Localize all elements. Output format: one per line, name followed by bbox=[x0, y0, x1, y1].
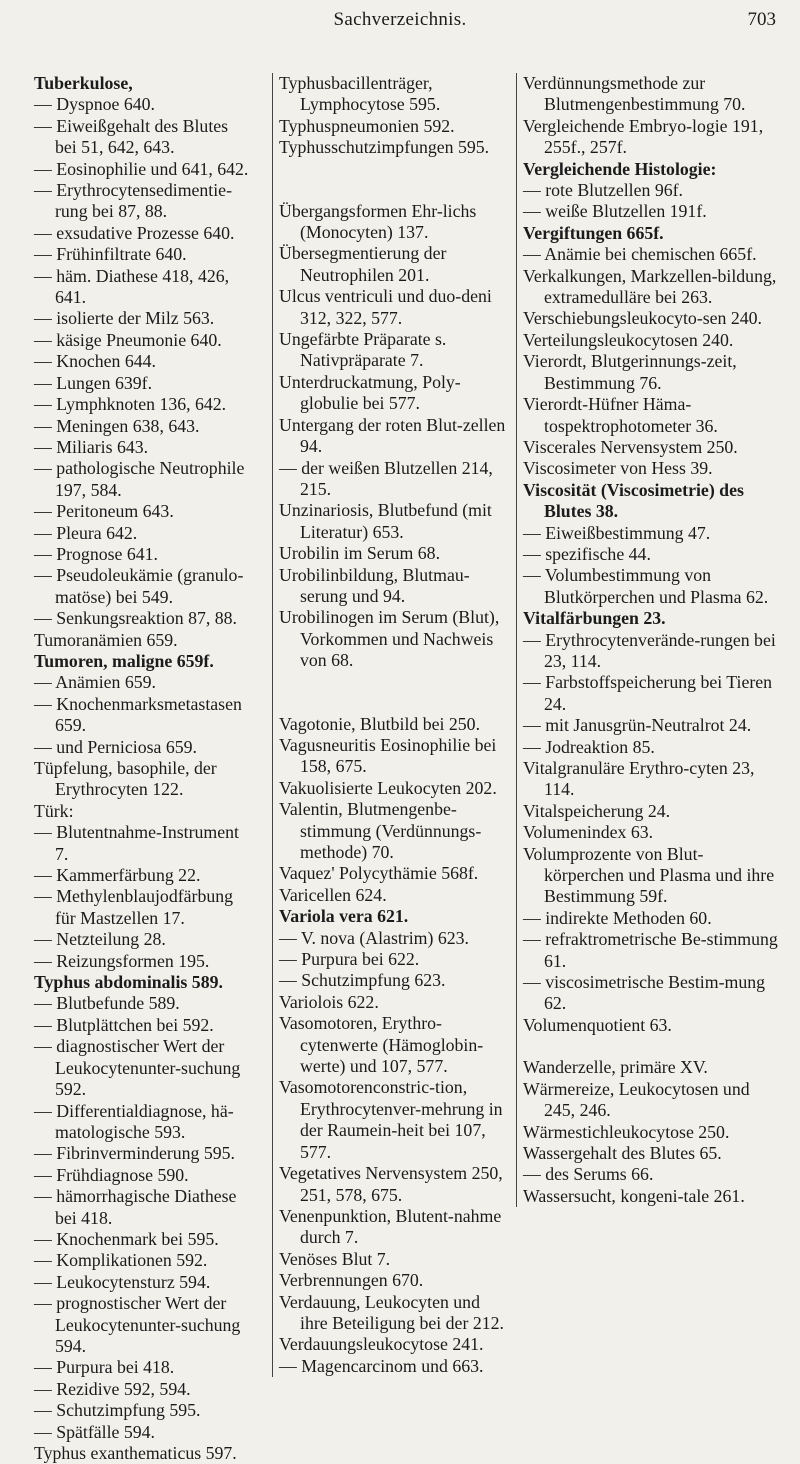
index-entry: — Farbstoffspeicherung bei Tieren 24. bbox=[523, 672, 773, 714]
index-entry: — isolierte der Milz 563. bbox=[34, 308, 215, 329]
index-entry: Typhusbacillenträger, Lymphocytose 595. bbox=[279, 73, 441, 115]
index-entry: — Peritoneum 643. bbox=[34, 501, 174, 522]
index-entry: — und Perniciosa 659. bbox=[34, 736, 197, 757]
index-column-3 bbox=[516, 73, 779, 1207]
index-entry: Typhus exanthematicus 597. bbox=[34, 1443, 237, 1463]
index-entry: Typhuspneumonien 592. bbox=[279, 115, 455, 136]
index-entry: — Frühdiagnose 590. bbox=[34, 1164, 189, 1185]
index-entry: — Pleura 642. bbox=[34, 522, 138, 543]
index-entry: Vasomotorenconstric-tion, Erythrocytenver-mehrung in der Raumein-heit bei 107, 577. bbox=[279, 1077, 503, 1162]
index-entry: Valentin, Blutmengenbe-stimmung (Verdünnungs-methode) 70. bbox=[279, 799, 482, 862]
index-entry: Vitalspeicherung 24. bbox=[523, 800, 671, 821]
index-entry: Verbrennungen 670. bbox=[279, 1270, 424, 1291]
index-entry: Vergleichende Embryo-logie 191, 255f., 257f. bbox=[523, 115, 764, 158]
index-entry: — Blutplättchen bei 592. bbox=[34, 1014, 214, 1035]
index-entry: — Anämie bei chemischen 665f. bbox=[523, 244, 757, 265]
index-entry: Urobilinbildung, Blutmau-serung und 94. bbox=[279, 564, 470, 606]
index-heading-tuberkulose: Tuberkulose, bbox=[34, 73, 133, 93]
index-entry: — Knochen 644. bbox=[34, 351, 156, 372]
page-header bbox=[0, 0, 800, 40]
index-entry: — Miliaris 643. bbox=[34, 436, 149, 457]
index-entry: — Purpura bei 418. bbox=[34, 1357, 175, 1378]
index-entry: — Magencarcinom und 663. bbox=[279, 1355, 484, 1376]
index-entry: — Pseudoleukämie (granulo-matöse) bei 549. bbox=[34, 565, 244, 607]
index-entry: — Lymphknoten 136, 642. bbox=[34, 394, 227, 415]
index-entry: — viscosimetrische Bestim-mung 62. bbox=[523, 972, 765, 1014]
index-entry: — diagnostischer Wert der Leukocytenunter-suchung 592. bbox=[34, 1036, 241, 1100]
index-entry: — Eosinophilie und 641, 642. bbox=[34, 158, 249, 179]
index-entry: — spezifische 44. bbox=[523, 543, 651, 564]
index-entry: — Anämien 659. bbox=[34, 672, 156, 693]
index-entry: — rote Blutzellen 96f. bbox=[523, 180, 683, 201]
index-entry: — refraktrometrische Be-stimmung 61. bbox=[523, 929, 778, 971]
index-entry: Vitalgranuläre Erythro-cyten 23, 114. bbox=[523, 758, 755, 800]
index-entry: — Schutzimpfung 595. bbox=[34, 1400, 201, 1421]
index-entry: — pathologische Neutrophile 197, 584. bbox=[34, 458, 245, 500]
index-column-2 bbox=[272, 73, 509, 1377]
index-entry: Türk: bbox=[34, 800, 74, 821]
index-entry: Vaquez' Polycythämie 568f. bbox=[279, 863, 479, 884]
index-entry: Volumenquotient 63. bbox=[523, 1014, 672, 1035]
index-entry: Übersegmentierung der Neutrophilen 201. bbox=[279, 243, 447, 285]
index-entry: — Prognose 641. bbox=[34, 543, 158, 564]
index-entry: Variolois 622. bbox=[279, 991, 379, 1012]
index-entry: — hämorrhagische Diathese bei 418. bbox=[34, 1186, 237, 1228]
index-entry: Wassersucht, kongeni-tale 261. bbox=[523, 1185, 745, 1206]
index-entry: — Rezidive 592, 594. bbox=[34, 1378, 191, 1399]
index-entry: Wärmereize, Leukocytosen und 245, 246. bbox=[523, 1078, 750, 1121]
index-entry: — Dyspnoe 640. bbox=[34, 94, 156, 115]
index-entry: Wassergehalt des Blutes 65. bbox=[523, 1142, 722, 1163]
index-entry: Vegetatives Nervensystem 250, 251, 578, 675. bbox=[279, 1163, 503, 1205]
index-entry: Untergang der roten Blut-zellen 94. bbox=[279, 414, 506, 457]
index-entry: Vierordt, Blutgerinnungs-zeit, Bestimmung 76. bbox=[523, 351, 737, 393]
index-heading-variola-vera: Variola vera 621. bbox=[279, 906, 409, 927]
index-entry: — Leukocytensturz 594. bbox=[34, 1271, 211, 1292]
index-entry: Tumoranämien 659. bbox=[34, 629, 178, 650]
index-entry: — Methylenblaujodfärbung für Mastzellen 17. bbox=[34, 886, 234, 928]
index-entry: Unzinariosis, Blutbefund (mit Literatur) 653. bbox=[279, 500, 492, 542]
index-entry: Wärmestichleukocytose 250. bbox=[523, 1121, 730, 1142]
index-entry: Vakuolisierte Leukocyten 202. bbox=[279, 777, 497, 798]
index-entry: Vierordt-Hüfner Häma-tospektrophotometer 36. bbox=[523, 394, 718, 436]
index-entry: Venenpunktion, Blutent-nahme durch 7. bbox=[279, 1205, 502, 1248]
section-gap bbox=[279, 672, 509, 714]
index-entry: — Eiweißgehalt des Blutes bei 51, 642, 643. bbox=[34, 115, 229, 158]
index-entry: — der weißen Blutzellen 214, 215. bbox=[279, 457, 493, 499]
index-entry: Vagusneuritis Eosinophilie bei 158, 675. bbox=[279, 734, 497, 777]
index-heading-vergiftungen: Vergiftungen 665f. bbox=[523, 222, 664, 243]
index-entry: — exsudative Prozesse 640. bbox=[34, 222, 235, 243]
index-entry: Urobilin im Serum 68. bbox=[279, 543, 441, 564]
index-entry: — Kammerfärbung 22. bbox=[34, 865, 201, 886]
section-gap bbox=[523, 1036, 779, 1057]
index-entry: — Lungen 639f. bbox=[34, 372, 153, 393]
index-entry: — prognostischer Wert der Leukocytenunter-suchung 594. bbox=[34, 1293, 241, 1356]
index-entry: — Jodreaktion 85. bbox=[523, 736, 655, 757]
index-entry: — Erythrocytenverände-rungen bei 23, 114. bbox=[523, 629, 776, 671]
index-entry: Urobilinogen im Serum (Blut), Vorkommen und Nachweis von 68. bbox=[279, 607, 500, 671]
running-title: Sachverzeichnis. bbox=[333, 9, 467, 30]
index-entry: — Reizungsformen 195. bbox=[34, 950, 210, 971]
index-column-1 bbox=[34, 73, 254, 1464]
index-entry: — mit Janusgrün-Neutralrot 24. bbox=[523, 715, 752, 736]
index-entry: — Blutbefunde 589. bbox=[34, 993, 180, 1014]
index-entry: Vagotonie, Blutbild bei 250. bbox=[279, 713, 481, 734]
index-entry: Venöses Blut 7. bbox=[279, 1248, 391, 1269]
index-entry: — weiße Blutzellen 191f. bbox=[523, 201, 707, 222]
index-entry: Verteilungsleukocytosen 240. bbox=[523, 329, 734, 350]
index-entry: Vasomotoren, Erythro-cytenwerte (Hämoglobin-werte) und 107, 577. bbox=[279, 1013, 484, 1077]
index-entry: Wanderzelle, primäre XV. bbox=[523, 1057, 708, 1078]
index-heading-viscositaet: Viscosität (Viscosimetrie) des Blutes 38. bbox=[523, 479, 744, 522]
index-heading-vitalfaerbungen: Vitalfärbungen 23. bbox=[523, 608, 666, 629]
index-entry: Verdünnungsmethode zur Blutmengenbestimmung 70. bbox=[523, 73, 746, 115]
index-entry: — Knochenmark bei 595. bbox=[34, 1228, 219, 1249]
index-heading-tumoren: Tumoren, maligne 659f. bbox=[34, 650, 214, 671]
index-entry: Verschiebungsleukocyto-sen 240. bbox=[523, 308, 763, 329]
index-entry: — Netzteilung 28. bbox=[34, 929, 166, 950]
index-entry: Viscosimeter von Hess 39. bbox=[523, 458, 713, 479]
index-heading-typhus-abdominalis: Typhus abdominalis 589. bbox=[34, 972, 223, 993]
index-entry: Tüpfelung, basophile, der Erythrocyten 122. bbox=[34, 758, 217, 800]
index-heading-vergleichende-histologie: Vergleichende Histologie: bbox=[523, 158, 717, 179]
index-entry: Ungefärbte Präparate s. Nativpräparate 7. bbox=[279, 329, 447, 371]
index-entry: Ulcus ventriculi und duo-deni 312, 322, 577. bbox=[279, 286, 492, 328]
index-entry: — Komplikationen 592. bbox=[34, 1250, 208, 1271]
index-entry: Typhusschutzimpfungen 595. bbox=[279, 137, 490, 158]
index-entry: — Frühinfiltrate 640. bbox=[34, 244, 187, 265]
index-entry: — Eiweißbestimmung 47. bbox=[523, 522, 711, 543]
index-entry: — Meningen 638, 643. bbox=[34, 415, 200, 436]
index-entry: Verdauungsleukocytose 241. bbox=[279, 1334, 484, 1355]
index-entry: Viscerales Nervensystem 250. bbox=[523, 436, 738, 457]
index-entry: — V. nova (Alastrim) 623. bbox=[279, 927, 469, 948]
index-entry: — häm. Diathese 418, 426, 641. bbox=[34, 265, 230, 308]
index-entry: Varicellen 624. bbox=[279, 884, 387, 905]
index-entry: — Blutentnahme-Instrument 7. bbox=[34, 822, 239, 864]
index-entry: — Purpura bei 622. bbox=[279, 949, 420, 970]
index-entry: — Knochenmarksmetastasen 659. bbox=[34, 693, 242, 736]
index-entry: — des Serums 66. bbox=[523, 1164, 654, 1185]
index-entry: Unterdruckatmung, Poly-globulie bei 577. bbox=[279, 371, 461, 414]
index-entry: Volumprozente von Blut-körperchen und Plasma und ihre Bestimmung 59f. bbox=[523, 843, 775, 907]
index-entry: — Spätfälle 594. bbox=[34, 1421, 155, 1442]
index-entry: — Schutzimpfung 623. bbox=[279, 970, 446, 991]
index-entry: — Senkungsreaktion 87, 88. bbox=[34, 608, 237, 629]
index-entry: — Differentialdiagnose, hä-matologische 593. bbox=[34, 1100, 234, 1142]
page-number: 703 bbox=[747, 9, 776, 30]
index-entry: Übergangsformen Ehr-lichs (Monocyten) 137. bbox=[279, 200, 477, 243]
index-entry: — indirekte Methoden 60. bbox=[523, 907, 712, 928]
index-entry: — Fibrinverminderung 595. bbox=[34, 1143, 236, 1164]
index-entry: Verdauung, Leukocyten und ihre Beteiligung bei der 212. bbox=[279, 1291, 504, 1333]
index-entry: — Erythrocytensedimentie-rung bei 87, 88. bbox=[34, 180, 232, 222]
section-gap bbox=[279, 159, 509, 201]
index-entry: — Volumbestimmung von Blutkörperchen und Plasma 62. bbox=[523, 565, 769, 607]
index-entry: — käsige Pneumonie 640. bbox=[34, 329, 222, 350]
index-entry: Volumenindex 63. bbox=[523, 822, 654, 843]
index-entry: Verkalkungen, Markzellen-bildung, extramedulläre bei 263. bbox=[523, 265, 777, 308]
